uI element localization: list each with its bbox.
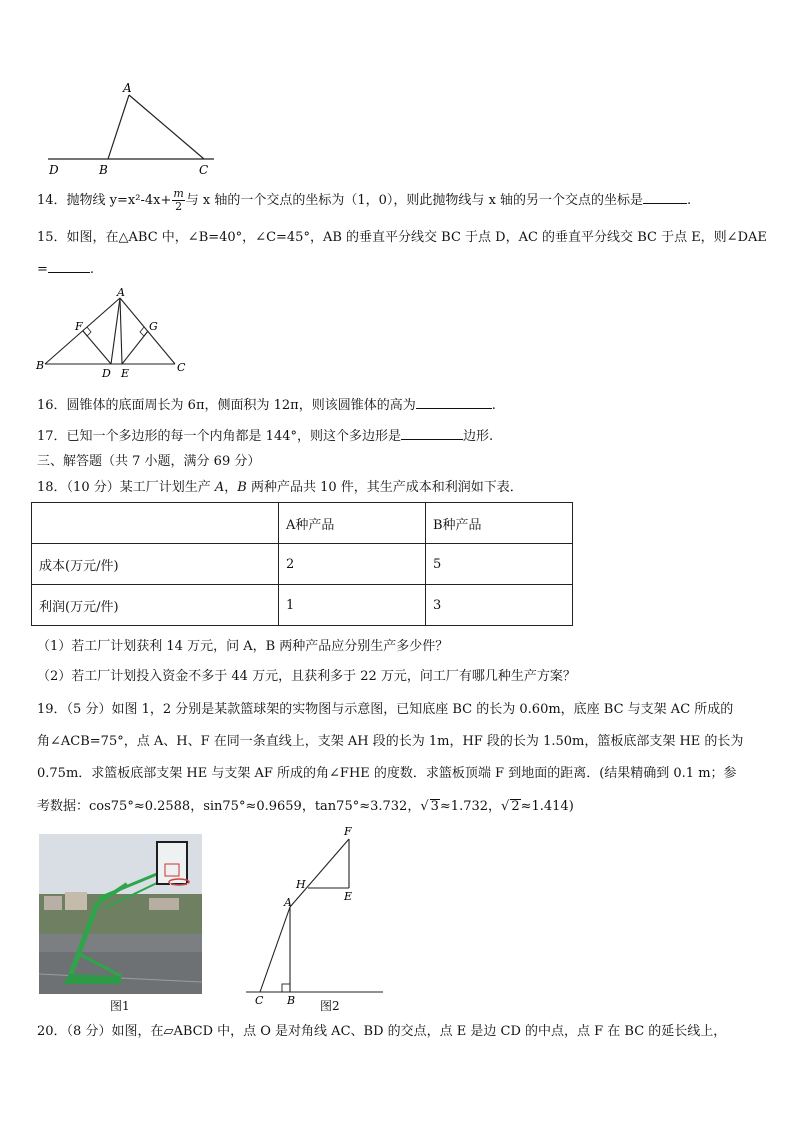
label-b: B <box>36 359 45 372</box>
table-cell: 5 <box>426 544 573 585</box>
table-row <box>32 585 573 626</box>
table-header-cell <box>32 503 279 544</box>
label-c: C <box>199 163 209 177</box>
label-d: D <box>102 367 111 380</box>
figure-1-caption: 图1 <box>110 999 130 1013</box>
q18-intro-post: 两种产品共 10 件，其生产成本和利润如下表． <box>246 480 523 495</box>
q14-text-post: 与 x 轴的一个交点的坐标为（1，0），则此抛物线与 x 轴的另一个交点的坐标是 <box>185 193 644 208</box>
question-17 <box>37 425 493 447</box>
q19-reference-data: 考数据：cos75°≈0.2588，sin75°≈0.9659，tan75°≈3.732， <box>37 799 421 814</box>
table-header-cell: B种产品 <box>426 503 573 544</box>
table-header-row <box>32 503 573 544</box>
triangle-figure-abc <box>44 80 219 178</box>
cost-profit-table <box>31 502 573 626</box>
q17-text-post: 边形. <box>463 429 494 444</box>
q17-text-pre: 17．已知一个多边形的每一个内角都是 144°，则这个多边形是 <box>37 429 401 444</box>
table-cell: 3 <box>426 585 573 626</box>
q14-number: 14． <box>37 193 67 208</box>
label-a: A <box>123 81 132 95</box>
label-b: B <box>287 994 296 1007</box>
basketball-stand-photo <box>39 834 202 994</box>
label-h: H <box>296 878 306 891</box>
label-a: A <box>284 896 292 909</box>
question-19-line1: 19．（5 分）如图 1，2 分别是某款篮球架的实物图与示意图，已知底座 BC 的长为 0.60m，底座 BC 与支架 AC 所成的 <box>37 702 734 717</box>
table-cell: 1 <box>279 585 426 626</box>
label-e: E <box>344 890 353 903</box>
question-19-line2: 角∠ACB=75°，点 A、H、F 在同一条直线上，支架 AH 段的长为 1m，HF 段的长为 1.50m，篮板底部支架 HE 的长为 <box>37 734 744 749</box>
table-header-cell: A种产品 <box>279 503 426 544</box>
question-18-sub1: （1）若工厂计划获利 14 万元，问 A，B 两种产品应分别生产多少件？ <box>37 639 449 654</box>
label-a: A <box>117 286 125 299</box>
sqrt-symbol: √ <box>501 799 510 814</box>
question-14 <box>37 188 691 213</box>
question-20: 20．（8 分）如图，在▱ABCD 中，点 O 是对角线 AC、BD 的交点，点 E 是边 CD 的中点，点 F 在 BC 的延长线上， <box>37 1024 727 1039</box>
answer-blank-17 <box>401 425 463 440</box>
figure-2-caption: 图2 <box>320 999 340 1013</box>
question-19-line4 <box>37 797 574 817</box>
label-d: D <box>49 163 59 177</box>
sqrt-symbol: √ <box>420 799 429 814</box>
answer-blank-14 <box>643 189 687 204</box>
label-c: C <box>255 994 264 1007</box>
question-16 <box>37 394 496 416</box>
question-18-sub2: （2）若工厂计划投入资金不多于 44 万元，且获利多于 22 万元，问工厂有哪几种生产方案？ <box>37 669 576 684</box>
q16-text: 16．圆锥体的底面周长为 6π，侧面积为 12π，则该圆锥体的高为 <box>37 398 416 413</box>
section-heading-3: 三、解答题（共 7 小题，满分 69 分） <box>37 454 261 469</box>
basketball-stand-diagram <box>240 822 390 1020</box>
question-15-line2 <box>37 258 94 280</box>
q18-intro-pre: 18．（10 分）某工厂计划生产 <box>37 480 215 495</box>
answer-blank-15 <box>48 258 90 273</box>
fraction-denominator: 2 <box>175 200 183 213</box>
triangle-figure-perpendicular-bisectors <box>33 285 193 385</box>
label-f: F <box>75 320 83 333</box>
label-g: G <box>149 320 158 333</box>
basketball-stand-photo-drawing <box>39 834 202 994</box>
sqrt-2-value: ≈1.414) <box>520 799 574 814</box>
q14-text-pre: 抛物线 y=x²-4x+ <box>66 193 172 208</box>
q18-comma: ， <box>224 480 238 495</box>
label-e: E <box>121 367 130 380</box>
q15-equals: = <box>37 262 48 277</box>
label-b: B <box>99 163 108 177</box>
table-cell: 2 <box>279 544 426 585</box>
fraction-m-over-2 <box>172 188 184 213</box>
table-row <box>32 544 573 585</box>
q16-period: . <box>491 398 496 413</box>
sqrt-3-value: ≈1.732， <box>439 799 502 814</box>
question-18-intro <box>37 478 523 498</box>
q14-period: . <box>687 193 692 208</box>
label-c: C <box>177 361 186 374</box>
answer-blank-16 <box>416 394 492 409</box>
table-cell: 成本(万元/件) <box>32 544 279 585</box>
label-f: F <box>344 825 352 838</box>
q18-product-a: A <box>214 480 225 495</box>
table-cell: 利润(万元/件) <box>32 585 279 626</box>
sqrt-2-radicand: 2 <box>511 799 520 814</box>
question-15-line1: 15．如图，在△ABC 中，∠B=40°，∠C=45°，AB 的垂直平分线交 BC 于点 D，AC 的垂直平分线交 BC 于点 E，则∠DAE <box>37 230 767 245</box>
sqrt-3-radicand: 3 <box>430 799 439 814</box>
fraction-numerator: m <box>173 187 184 200</box>
question-19-line3: 0.75m．求篮板底部支架 HE 与支架 AF 所成的角∠FHE 的度数．求篮板顶端 F 到地面的距离．(结果精确到 0.1 m；参 <box>37 766 737 781</box>
q15-period: . <box>89 262 95 277</box>
q18-product-b: B <box>237 480 247 495</box>
